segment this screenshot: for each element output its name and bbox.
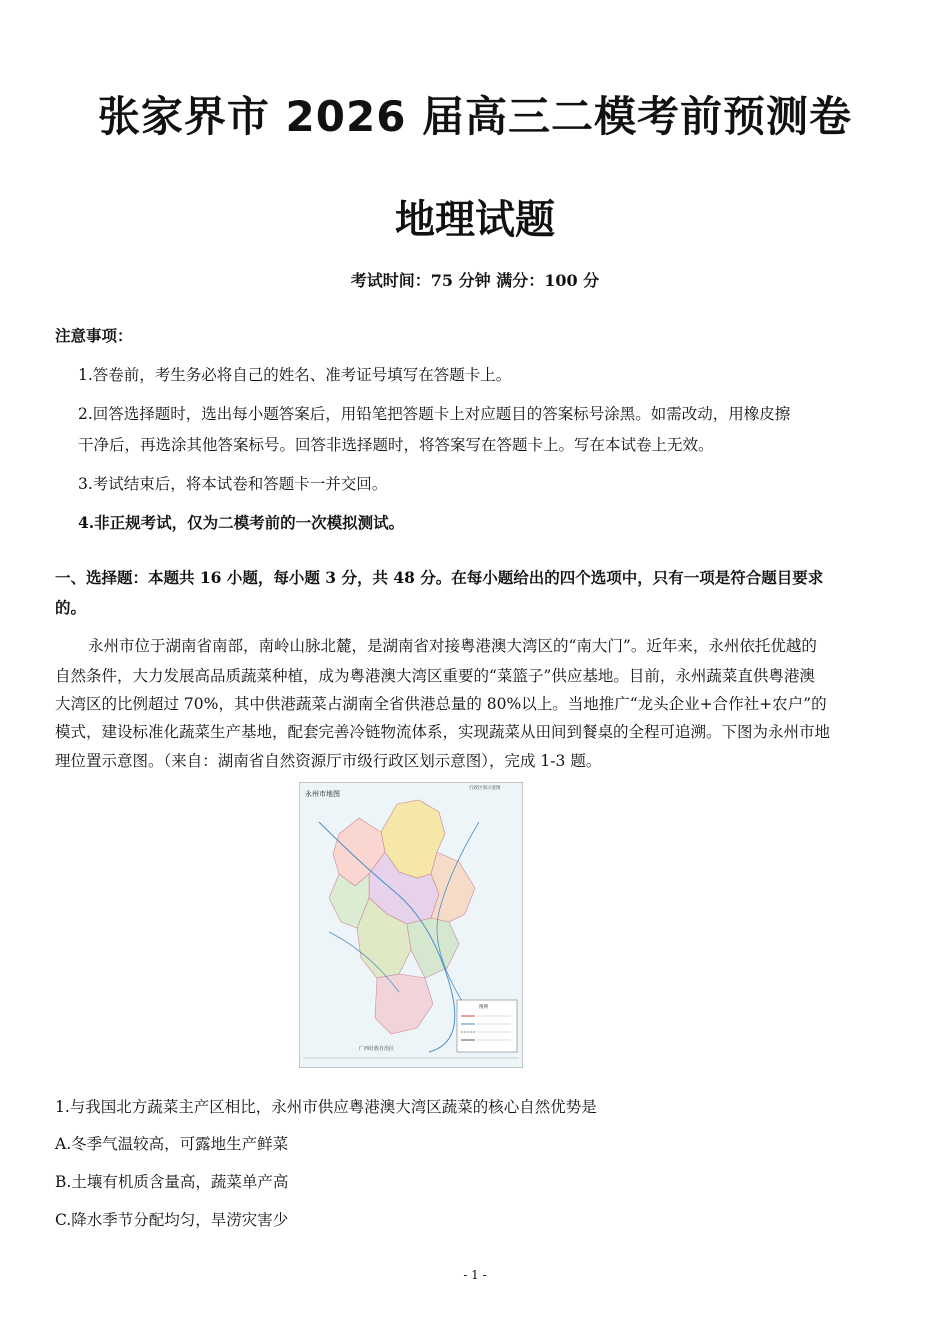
page-number: - 1 -	[463, 1268, 487, 1282]
notice-heading: 注意事项：	[55, 326, 133, 345]
section-heading: 一、选择题：本题共 16 小题，每小题 3 分，共 48 分。在每小题给出的四个选项中，只有一项是符合题目要求	[55, 568, 824, 587]
notice-item: 1.答卷前，考生务必将自己的姓名、准考证号填写在答题卡上。	[78, 366, 512, 384]
subject-title: 地理试题	[395, 197, 555, 243]
question-1-stem: 1.与我国北方蔬菜主产区相比，永州市供应粤港澳大湾区蔬菜的核心自然优势是	[55, 1098, 597, 1116]
passage-line: 永州市位于湖南省南部，南岭山脉北麓，是湖南省对接粤港澳大湾区的“南大门”。近年来，永州依托优越的	[88, 637, 817, 655]
yongzhou-map	[299, 782, 523, 1068]
notice-item: 2.回答选择题时，选出每小题答案后，用铅笔把答题卡上对应题目的答案标号涂黑。如需改动，用橡皮擦	[78, 405, 791, 423]
passage-line: 自然条件，大力发展高品质蔬菜种植，成为粤港澳大湾区重要的“菜篮子”供应基地。目前，永州蔬菜直供粤港澳	[55, 667, 815, 685]
notice-item: 4.非正规考试，仅为二模考前的一次模拟测试。	[78, 513, 405, 532]
page-title: 张家界市 2026 届高三二模考前预测卷	[97, 92, 853, 141]
passage-line: 大湾区的比例超过 70%，其中供港蔬菜占湖南全省供港总量的 80%以上。当地推广“龙头企业+合作社+农户”的	[55, 695, 827, 713]
map-bottom-label: 广西壮族自治区	[359, 1046, 395, 1052]
notice-item: 干净后，再选涂其他答案标号。回答非选择题时，将答案写在答题卡上。写在本试卷上无效。	[78, 436, 714, 454]
passage-line: 模式，建设标准化蔬菜生产基地，配套完善冷链物流体系，实现蔬菜从田间到餐桌的全程可追溯。下图为永州市地	[55, 723, 831, 741]
section-heading-cont: 的。	[55, 598, 87, 617]
map-title: 永州市地图	[305, 790, 340, 798]
question-1-option-b: B.土壤有机质含量高，蔬菜单产高	[55, 1173, 289, 1191]
map-legend-title: 图例	[479, 1005, 488, 1010]
question-1-option-a: A.冬季气温较高，可露地生产鲜菜	[55, 1135, 289, 1153]
map-top-label: 行政区划示意图	[469, 786, 501, 791]
exam-info: 考试时间：75 分钟 满分：100 分	[350, 271, 600, 290]
passage-line: 理位置示意图。（来自：湖南省自然资源厅市级行政区划示意图），完成 1-3 题。	[55, 752, 602, 770]
question-1-option-c: C.降水季节分配均匀，旱涝灾害少	[55, 1211, 289, 1229]
notice-item: 3.考试结束后，将本试卷和答题卡一并交回。	[78, 475, 388, 493]
